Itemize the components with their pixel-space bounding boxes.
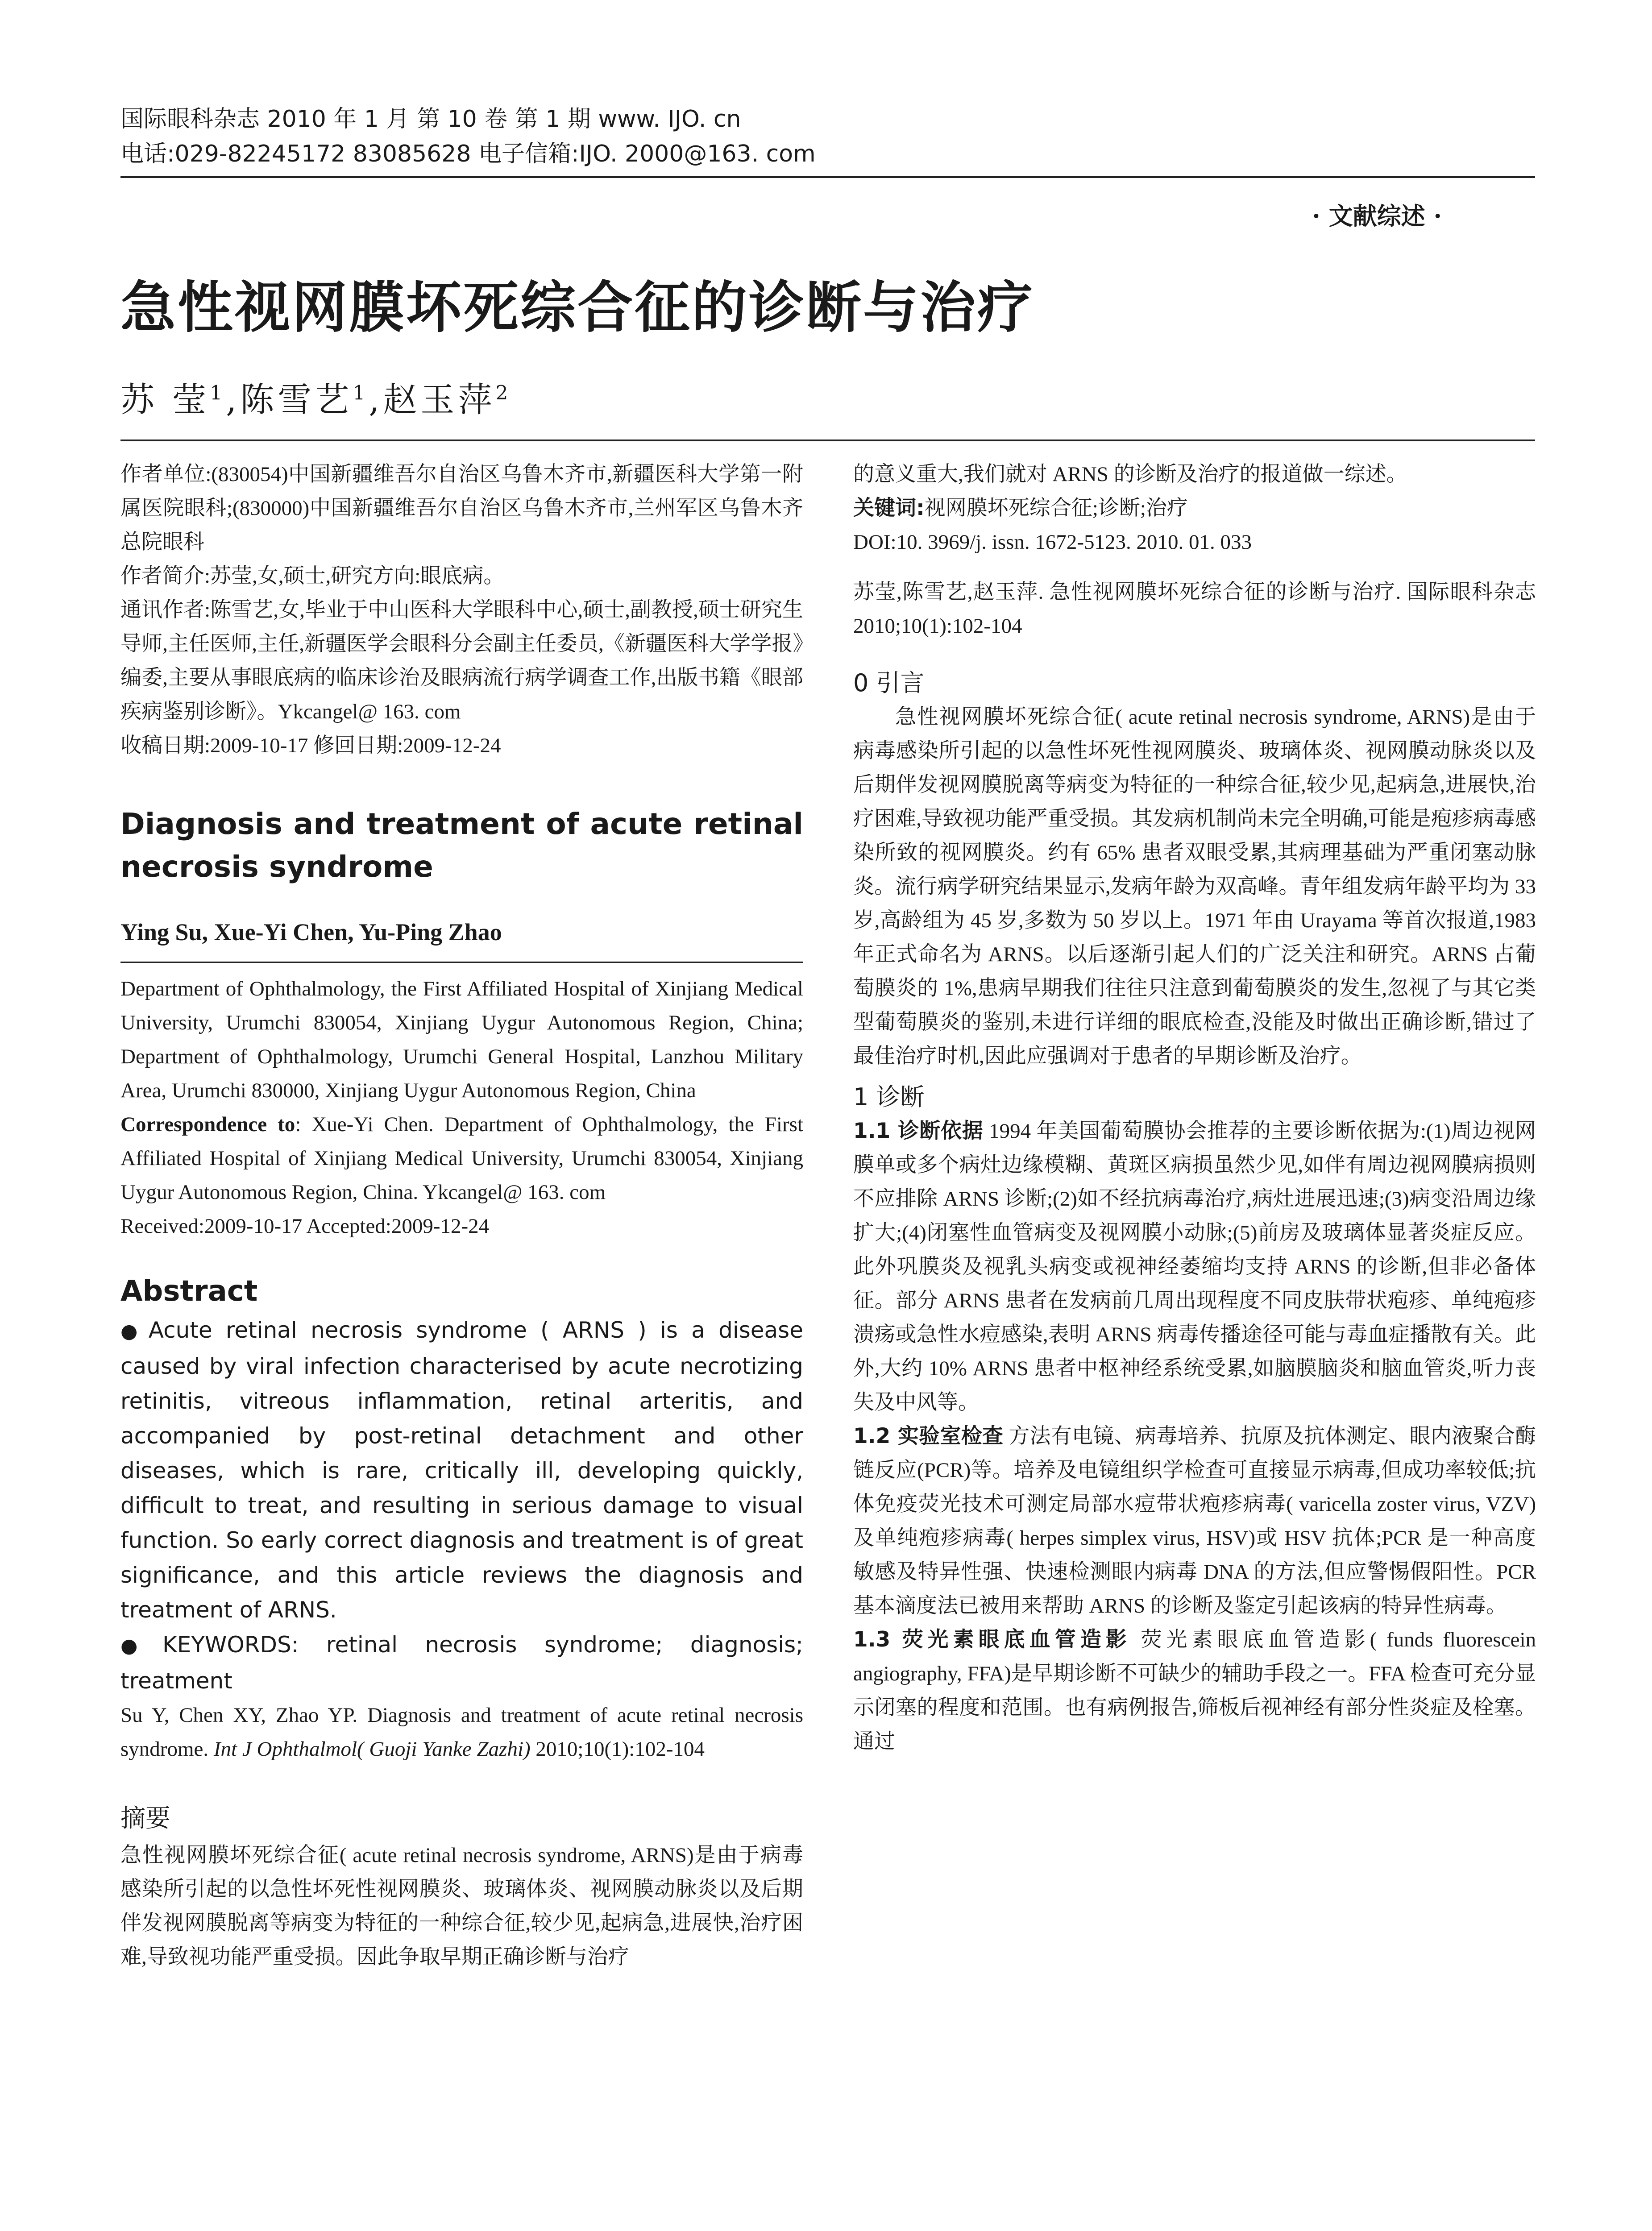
correspondence-text: : Xue-Yi Chen. Department of Ophthalmology, the First Affiliated Hospital of Xinjiang Medical University, Urumchi 830054, Xinjiang Uygur Autonomous Region, China. Ykcangel@ 163. com (120, 1113, 803, 1204)
title-divider (120, 440, 1535, 441)
english-dates: Received:2009-10-17 Accepted:2009-12-24 (120, 1215, 490, 1238)
english-title: Diagnosis and treatment of acute retinal necrosis syndrome (120, 807, 803, 884)
citation-authors: Su Y, Chen XY, Zhao YP. Diagnosis and treatment of acute retinal necrosis syndrome. (120, 1704, 803, 1761)
section-1-3-text: 荧光素眼底血管造影( funds fluorescein angiography, FFA)是早期诊断不可缺少的辅助手段之一。FFA 检查可充分显示闭塞的程度和范围。也有病例报告,筛板后视神经有部分性炎症及栓塞。通过 (853, 1628, 1536, 1753)
keywords-label: 关键词: (853, 496, 925, 520)
author-affiliation-mark: 1 (353, 382, 369, 405)
journal-header (120, 102, 1535, 171)
author-affiliation-mark: 1 (210, 382, 226, 405)
chinese-abstract-continued: 的意义重大,我们就对 ARNS 的诊断及治疗的报道做一综述。 (853, 463, 1407, 486)
english-authors-divider (120, 962, 803, 963)
chinese-abstract-text: 急性视网膜坏死综合征( acute retinal necrosis syndrome, ARNS)是由于病毒感染所引起的以急性坏死性视网膜炎、玻璃体炎、视网膜动脉炎以及后期伴发视网膜脱离等病变为特征的一种综合征,较少见,起病急,进展快,治疗困难,导致视功能严重受损。因此争取早期正确诊断与治疗 (120, 1844, 803, 1969)
section-1-3-heading: 1.3 荧光素眼底血管造影 (853, 1627, 1131, 1652)
author-name: ,赵玉萍 (369, 380, 496, 419)
english-affiliation: Department of Ophthalmology, the First Affiliated Hospital of Xinjiang Medical University, Urumchi 830054, Xinjiang Uygur Autonomous Region, China; Department of Ophthalmology, Urumchi General Hospital, Lanzhou Military Area, Urumchi 830000, Xinjiang Uygur Autonomous Region, China (120, 977, 803, 1102)
author-name: ,陈雪艺 (226, 380, 353, 419)
chinese-citation: 苏莹,陈雪艺,赵玉萍. 急性视网膜坏死综合征的诊断与治疗. 国际眼科杂志 2010;10(1):102-104 (853, 581, 1536, 638)
section-1-2-text: 方法有电镜、病毒培养、抗原及抗体测定、眼内液聚合酶链反应(PCR)等。培养及电镜组织学检查可直接显示病毒,但成功率较低;抗体免疫荧光技术可测定局部水痘带状疱疹病毒( varicella zoster virus, VZV)及单纯疱疹病毒( herpes simplex virus, HSV)或 HSV 抗体;PCR 是一种高度敏感及特异性强、快速检测眼内病毒 DNA 的方法,但应警惕假阳性。PCR 基本滴度法已被用来帮助 ARNS 的诊断及鉴定引起该病的特异性病毒。 (853, 1425, 1536, 1617)
author-affiliation-mark: 2 (495, 382, 512, 405)
section-1-heading: 1 诊断 (853, 1083, 925, 1111)
english-correspondence (120, 1107, 803, 1209)
right-column (853, 457, 1536, 1758)
received-dates: 收稿日期:2009-10-17 修回日期:2009-12-24 (120, 734, 501, 757)
header-line-1: 国际眼科杂志 2010 年 1 月 第 10 卷 第 1 期 www. IJO. cn (120, 106, 741, 133)
bullet-icon: ● (120, 1320, 144, 1343)
spacer (853, 643, 1536, 659)
article-title: 急性视网膜坏死综合征的诊断与治疗 (120, 276, 1035, 340)
citation-journal: Int J Ophthalmol( Guoji Yanke Zazhi) (213, 1738, 531, 1761)
citation-volume: 2010;10(1):102-104 (530, 1738, 705, 1761)
header-divider (120, 176, 1535, 178)
section-1-1-text: 1994 年美国葡萄膜协会推荐的主要诊断依据为:(1)周边视网膜单或多个病灶边缘模糊、黄斑区病损虽然少见,如伴有周边视网膜病损则不应排除 ARNS 诊断;(2)如不经抗病毒治疗,病灶进展迅速;(3)病变沿周边缘扩大;(4)闭塞性血管病变及视网膜小动脉;(5)前房及玻璃体显著炎症反应。此外巩膜炎及视乳头病变或视神经萎缩均支持 ARNS 的诊断,但非必备体征。部分 ARNS 患者在发病前几周出现程度不同皮肤带状疱疹、单纯疱疹溃疡或急性水痘感染,表明 ARNS 病毒传播途径可能与毒血症播散有关。此外,大约 10% ARNS 患者中枢神经系统受累,如脑膜脑炎和脑血管炎,听力丧失及中风等。 (853, 1120, 1536, 1414)
keywords-paragraph (120, 1627, 803, 1698)
correspondence-note: 通讯作者:陈雪艺,女,毕业于中山医科大学眼科中心,硕士,副教授,硕士研究生导师,主任医师,主任,新疆医学会眼科分会副主任委员,《新疆医科大学学报》编委,主要从事眼底病的临床诊治及眼病流行病学调查工作,出版书籍《眼部疾病鉴别诊断》。Ykcangel@ 163. com (120, 598, 803, 723)
section-1-3 (853, 1623, 1536, 1758)
author-name: 苏 莹 (120, 380, 210, 419)
chinese-keywords (853, 491, 1536, 525)
abstract-text: Acute retinal necrosis syndrome ( ARNS ) is a disease caused by viral infection characterised by acute necrotizing retinitis, vitreous inflammation, retinal arteritis, and accompanied by post-retinal detachment and other diseases, which is rare, critically ill, developing quickly, difficult to treat, and resulting in serious damage to visual function. So early correct diagnosis and treatment is of great significance, and this article reviews the diagnosis and treatment of ARNS. (120, 1317, 803, 1623)
english-keywords: KEYWORDS: retinal necrosis syndrome; diagnosis; treatment (120, 1632, 803, 1694)
affiliation-note: 作者单位:(830054)中国新疆维吾尔自治区乌鲁木齐市,新疆医科大学第一附属医院眼科;(830000)中国新疆维吾尔自治区乌鲁木齐市,兰州军区乌鲁木齐总院眼科 (120, 463, 803, 554)
left-column (120, 457, 803, 1974)
section-1-1-heading: 1.1 诊断依据 (853, 1119, 984, 1143)
spacer (853, 559, 1536, 575)
correspondence-label: Correspondence to (120, 1113, 295, 1136)
english-authors: Ying Su, Xue-Yi Chen, Yu-Ping Zhao (120, 919, 502, 945)
header-line-2: 电话:029-82245172 83085628 电子信箱:IJO. 2000@163. com (120, 141, 816, 167)
section-tag: · 文献综述 · (1312, 202, 1442, 230)
section-0-heading: 0 引言 (853, 669, 925, 697)
abstract-heading: Abstract (120, 1275, 258, 1308)
author-line (120, 373, 512, 421)
section-0-text: 急性视网膜坏死综合征( acute retinal necrosis syndrome, ARNS)是由于病毒感染所引起的以急性坏死性视网膜炎、玻璃体炎、视网膜动脉炎以及后期伴发视网膜脱离等病变为特征的一种综合征,较少见,起病急,进展快,治疗困难,导致视功能严重受损。其发病机制尚未完全明确,可能是疱疹病毒感染所致的视网膜炎。约有 65% 患者双眼受累,其病理基础为严重闭塞动脉炎。流行病学研究结果显示,发病年龄为双高峰。青年组发病年龄平均为 33 岁,高龄组为 45 岁,多数为 50 岁以上。1971 年由 Urayama 等首次报道,1983 年正式命名为 ARNS。以后逐渐引起人们的广泛关注和研究。ARNS 占葡萄膜炎的 1%,患病早期我们往往只注意到葡萄膜炎的发生,忽视了与其它类型葡萄膜炎的鉴别,未进行详细的眼底检查,没能及时做出正确诊断,错过了最佳治疗时机,因此应强调对于患者的早期诊断及治疗。 (853, 705, 1536, 1068)
section-1-1 (853, 1114, 1536, 1419)
bullet-icon: ● (120, 1634, 158, 1657)
author-bio: 作者简介:苏莹,女,硕士,研究方向:眼底病。 (120, 564, 505, 588)
keywords-text: 视网膜坏死综合征;诊断;治疗 (924, 497, 1188, 520)
section-1-2 (853, 1419, 1536, 1623)
chinese-abstract-heading: 摘要 (120, 1804, 170, 1833)
abstract-paragraph (120, 1313, 803, 1627)
section-1-2-heading: 1.2 实验室检查 (853, 1424, 1004, 1448)
english-citation (120, 1698, 803, 1766)
doi: DOI:10. 3969/j. issn. 1672-5123. 2010. 01. 033 (853, 531, 1252, 554)
